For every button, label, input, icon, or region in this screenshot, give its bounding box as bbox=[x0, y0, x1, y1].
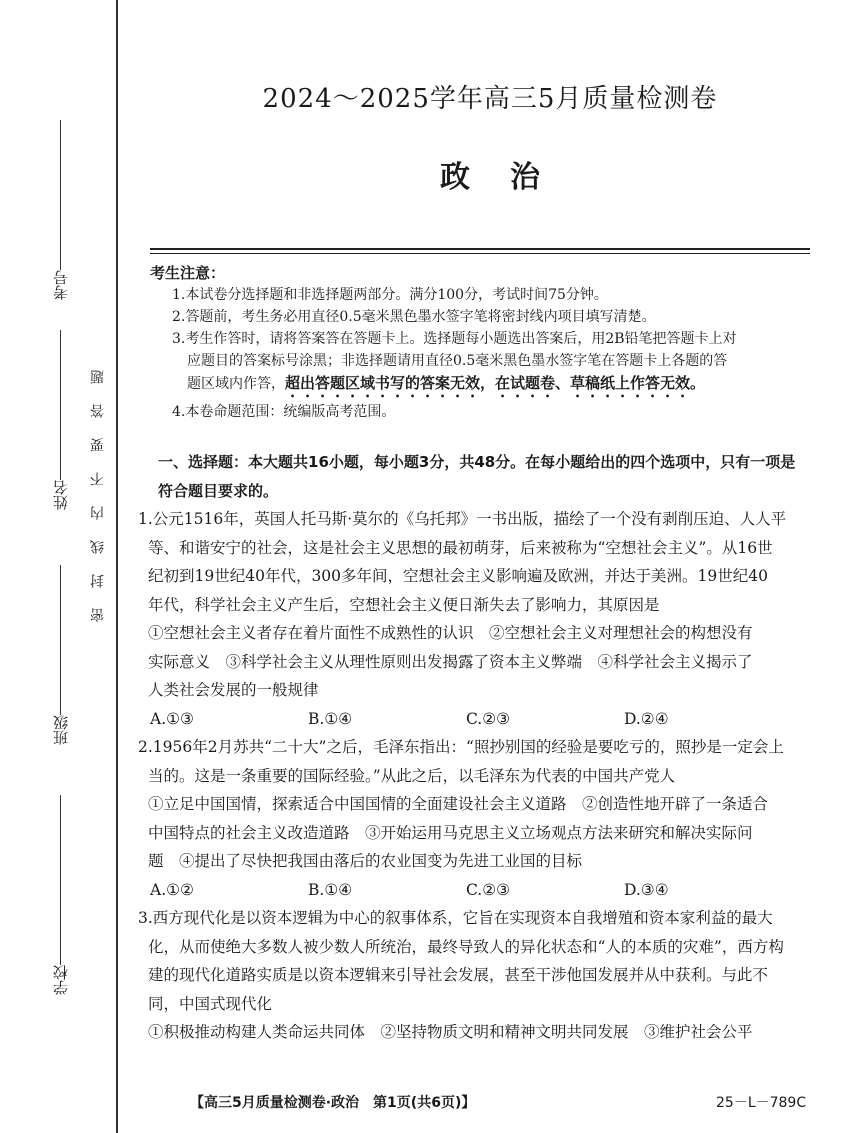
notice-item: 2.答题前，考生务必用直径0.5毫米黑色墨水签字笔将密封线内项目填写清楚。 bbox=[172, 309, 656, 325]
question-line: 建的现代化道路实质是以资本逻辑来引导社会发展，甚至干涉他国发展并从中获利。与此不 bbox=[148, 966, 769, 984]
name-label: 姓名 bbox=[52, 480, 70, 510]
section-heading: 一、选择题：本大题共16小题，每小题3分，共48分。在每小题给出的四个选项中，只有一项是 符合题目要求的。 bbox=[158, 453, 796, 500]
header-rule-thin bbox=[150, 253, 810, 254]
answer-options bbox=[138, 876, 810, 905]
option-c[interactable]: C.②③ bbox=[466, 880, 511, 899]
question-line: 年代，科学社会主义产生后，空想社会主义便日渐失去了影响力，其原因是 bbox=[148, 595, 660, 614]
question-line: 人类社会发展的一般规律 bbox=[148, 681, 319, 699]
school-label: 学校 bbox=[52, 965, 70, 995]
class-label: 班级 bbox=[52, 715, 70, 745]
footer-text: 【高三5月质量检测卷·政治 第1页(共6页)】 bbox=[190, 1095, 476, 1111]
question-line: 题 ④提出了尽快把我国由落后的农业国变为先进工业国的目标 bbox=[148, 852, 583, 870]
seal-line-notice: 题 答 要 不 内 线 封 密 bbox=[90, 370, 106, 622]
notice-item: 应题目的答案标号涂黑；非选择题请用直径0.5毫米黑色墨水签字笔在答题卡上各题的答 bbox=[187, 353, 728, 369]
question-line: 同，中国式现代化 bbox=[148, 994, 273, 1013]
question-line: 纪初到19世纪40年代，300多年间，空想社会主义影响遍及欧洲，并达于美洲。19世纪40 bbox=[148, 567, 768, 585]
question-line: 当的。这是一条重要的国际经验。”从此之后，以毛泽东为代表的中国共产党人 bbox=[148, 766, 676, 785]
option-c[interactable]: C.②③ bbox=[466, 709, 511, 728]
candidate-notice bbox=[150, 262, 810, 423]
seal-line bbox=[116, 0, 118, 1133]
option-b[interactable]: B.①④ bbox=[308, 880, 353, 899]
question-line: 化，从而使绝大多数人被少数人所统治，最终导致人的异化状态和“人的本质的灾难”，西方构 bbox=[148, 937, 784, 956]
class-field[interactable] bbox=[50, 565, 71, 745]
exam-no-field[interactable] bbox=[50, 120, 71, 300]
subject-title: 政治 bbox=[440, 160, 580, 195]
notice-item: 1.本试卷分选择题和非选择题两部分。满分100分，考试时间75分钟。 bbox=[172, 287, 608, 303]
exam-no-label: 考号 bbox=[52, 270, 70, 300]
question-line: ①立足中国国情，探索适合中国国情的全面建设社会主义道路 ②创造性地开辟了一条适合 bbox=[148, 795, 769, 813]
notice-item: 3.考生作答时，请将答案答在答题卡上。选择题每小题选出答案后，用2B铅笔把答题卡上对 bbox=[172, 331, 737, 347]
notice-item: 题区域内作答，超出答题区域书写的答案无效，在试题卷、草稿纸上作答无效。 bbox=[187, 374, 706, 392]
question-line: 实际意义 ③科学社会主义从理性原则出发揭露了资本主义弊端 ④科学社会主义揭示了 bbox=[148, 652, 753, 671]
option-d[interactable]: D.②④ bbox=[624, 709, 669, 728]
exam-title: 2024～2025学年高三5月质量检测卷 bbox=[262, 84, 718, 114]
question-1 bbox=[138, 505, 810, 733]
question-line: 中国特点的社会主义改造道路 ③开始运用马克思主义立场观点方法来研究和解决实际问 bbox=[148, 823, 753, 842]
option-b[interactable]: B.①④ bbox=[308, 709, 353, 728]
question-body bbox=[138, 448, 810, 1047]
name-field[interactable] bbox=[50, 330, 71, 510]
question-line: 3.西方现代化是以资本逻辑为中心的叙事体系，它旨在实现资本自我增殖和资本家利益的最大 bbox=[138, 909, 773, 927]
binding-margin bbox=[0, 0, 140, 1133]
question-line: 等、和谐安宁的社会，这是社会主义思想的最初萌芽，后来被称为“空想社会主义”。从16世 bbox=[148, 538, 773, 557]
answer-options bbox=[138, 705, 810, 734]
header-rule-thick bbox=[150, 248, 810, 250]
question-line: 2.1956年2月苏共“二十大”之后，毛泽东指出：“照抄别国的经验是要吃亏的，照抄是一定会上 bbox=[138, 738, 784, 756]
question-3 bbox=[138, 904, 810, 1047]
option-d[interactable]: D.③④ bbox=[624, 880, 669, 899]
question-line: ①积极推动构建人类命运共同体 ②坚持物质文明和精神文明共同发展 ③维护社会公平 bbox=[148, 1023, 753, 1041]
paper-code: 25－L－789C bbox=[716, 1095, 807, 1111]
notice-heading: 考生注意： bbox=[150, 264, 226, 282]
notice-emphasis: 超出答题区域书写的答案无效，在试题卷、草稿纸上作答无效。 bbox=[285, 374, 706, 392]
question-2 bbox=[138, 733, 810, 904]
notice-item: 4.本卷命题范围：统编版高考范围。 bbox=[172, 404, 396, 420]
question-line: 1.公元1516年，英国人托马斯·莫尔的《乌托邦》一书出版，描绘了一个没有剥削压迫、人人平 bbox=[138, 510, 787, 528]
question-line: ①空想社会主义者存在着片面性不成熟性的认识 ②空想社会主义对理想社会的构想没有 bbox=[148, 624, 753, 642]
option-a[interactable]: A.①③ bbox=[150, 709, 194, 728]
school-field[interactable] bbox=[50, 795, 71, 995]
option-a[interactable]: A.①② bbox=[150, 880, 194, 899]
